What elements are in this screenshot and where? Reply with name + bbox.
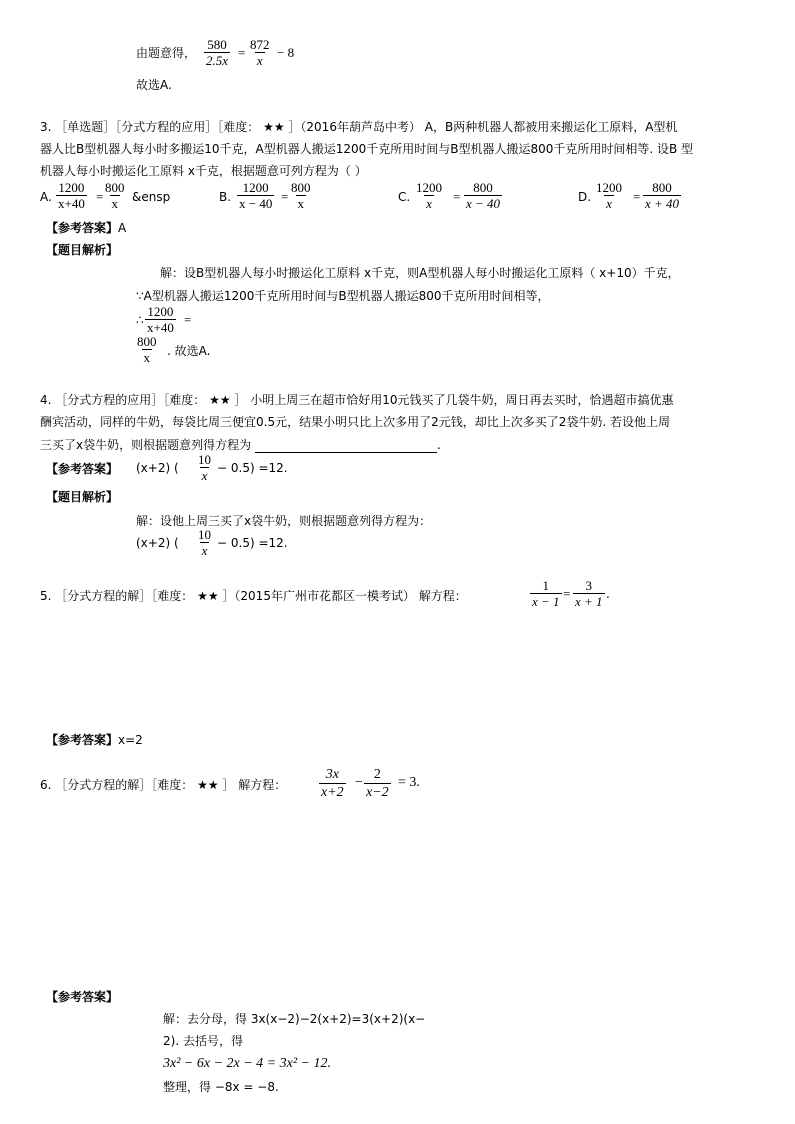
q3-solution-frac-2: $\frac{800}{x}$ <box>137 334 157 365</box>
q3-option-d-frac-1: $\frac{1200}{x}$ <box>596 180 622 211</box>
q5-end: . <box>606 587 610 601</box>
q3-option-a-frac-2: $\frac{800}{x}$ <box>105 180 125 211</box>
q4-solution-post: − 0.5) =12. <box>217 536 288 550</box>
q3-stem-line-3: 机器人每小时搬运化工原料 x千克，根据题意可列方程为（ ） <box>40 164 367 178</box>
q4-solution-frac: $\frac{10}{x}$ <box>198 527 211 558</box>
q3-option-b-frac-1: $\frac{1200}{x - 40}$ <box>239 180 273 211</box>
q5-frac-2: $\frac{3}{x + 1}$ <box>575 578 603 609</box>
q5-stem: 5. ［分式方程的解］［难度： ★★ ］（2015年广州市花都区一模考试） 解方程： <box>40 589 467 603</box>
prev-fraction-2: $\frac{872}{x}$ <box>250 37 270 68</box>
q6-frac-2: $\frac{2}{x-2}$ <box>366 767 389 800</box>
prev-equals: = <box>238 45 246 60</box>
prev-tail: − 8 <box>277 45 295 60</box>
q6-solution-line-3: 3x² − 6x − 2x − 4 = 3x² − 12. <box>163 1056 331 1071</box>
q4-answer-pre: (x+2) ( <box>136 461 179 475</box>
q6-solution-line-2: 2). 去括号，得 <box>163 1034 243 1048</box>
q3-option-c-frac-2: $\frac{800}{x - 40}$ <box>466 180 501 211</box>
q3-option-a-label: A. <box>40 190 52 204</box>
prev-answer-line: 故选A. <box>136 78 172 92</box>
q3-solution-line-2: ∵A型机器人搬运1200千克所用时间与B型机器人搬运800千克所用时间相等， <box>136 289 550 303</box>
q4-answer-post: − 0.5) =12. <box>217 461 288 475</box>
q3-solution-frac-1: $\frac{1200}{x+40}$ <box>147 304 174 335</box>
q3-option-d-label: D. <box>578 190 592 204</box>
q3-option-d-frac-2: $\frac{800}{x + 40}$ <box>645 180 680 211</box>
q3-option-b-label: B. <box>219 190 232 204</box>
q3-option-c-label: C. <box>398 190 411 204</box>
q3-stem-line-2: 器人比B型机器人每小时多搬运10千克，A型机器人搬运1200千克所用时间与B型机器人搬运800千克所用时间相等. 设B 型 <box>40 142 694 156</box>
q5-answer: 【参考答案】x=2 <box>46 733 143 747</box>
q4-answer-blank[interactable] <box>255 440 437 453</box>
q4-answer-label: 【参考答案】 <box>46 462 119 476</box>
q3-option-a-equals: = <box>96 189 104 204</box>
q6-minus: − <box>355 775 363 790</box>
q3-stem-line-1: 3. ［单选题］［分式方程的应用］［难度： ★★ ］（2016年葫芦岛中考） A，B两种机器人都被用来搬运化工原料，A型机 <box>40 120 678 134</box>
q3-option-a-tail: &ensp <box>132 190 171 204</box>
q4-stem-line-1: 4. ［分式方程的应用］［难度： ★★ ］ 小明上周三在超市恰好用10元钱买了几袋牛奶，周日再去买时，恰遇超市搞优惠 <box>40 393 674 407</box>
q3-solution-equals: = <box>184 312 192 327</box>
prev-fraction-1: $\frac{580}{2.5x}$ <box>206 37 229 68</box>
q6-rhs: = 3. <box>398 775 420 790</box>
q3-option-c-frac-1: $\frac{1200}{x}$ <box>416 180 442 211</box>
q3-answer: 【参考答案】A <box>46 221 127 235</box>
q6-solution-line-4: 整理，得 −8x = −8. <box>163 1080 279 1094</box>
q4-solution-line-1: 解：设他上周三买了x袋牛奶，则根据题意列得方程为： <box>136 514 432 528</box>
q6-stem: 6. ［分式方程的解］［难度： ★★ ］ 解方程： <box>40 778 287 792</box>
q6-solution-line-1: 解：去分母，得 3x(x−2)−2(x+2)=3(x+2)(x− <box>163 1012 426 1026</box>
q6-frac-1: $\frac{3x}{x+2}$ <box>321 767 344 800</box>
q3-therefore-symbol: ∴ <box>136 313 144 327</box>
prev-solution-label: 由题意得， <box>136 46 197 60</box>
q3-option-c-equals: = <box>453 189 461 204</box>
q3-option-b-equals: = <box>281 189 289 204</box>
q5-frac-1: $\frac{1}{x - 1}$ <box>532 578 560 609</box>
q5-equals: = <box>563 586 571 601</box>
q4-stem-line-3: 三买了x袋牛奶，则根据题意列得方程为 . <box>40 438 441 452</box>
q4-answer-frac: $\frac{10}{x}$ <box>198 452 211 483</box>
q3-option-a-frac-1: $\frac{1200}{x+40}$ <box>58 180 85 211</box>
q6-answer-label: 【参考答案】 <box>46 990 119 1004</box>
q4-analysis-label: 【题目解析】 <box>46 490 119 504</box>
q4-stem-line-2: 酬宾活动，同样的牛奶，每袋比周三便宜0.5元，结果小明只比上次多用了2元钱，却比上次多买了2袋牛奶. 若设他上周 <box>40 415 670 429</box>
q3-solution-line-1: 解：设B型机器人每小时搬运化工原料 x千克，则A型机器人每小时搬运化工原料（ x+10）千克， <box>160 266 680 280</box>
q3-option-d-equals: = <box>633 189 641 204</box>
q3-option-b-frac-2: $\frac{800}{x}$ <box>291 180 311 211</box>
q3-solution-end: . 故选A. <box>167 344 211 358</box>
q3-analysis-label: 【题目解析】 <box>46 243 119 257</box>
q4-solution-pre: (x+2) ( <box>136 536 179 550</box>
